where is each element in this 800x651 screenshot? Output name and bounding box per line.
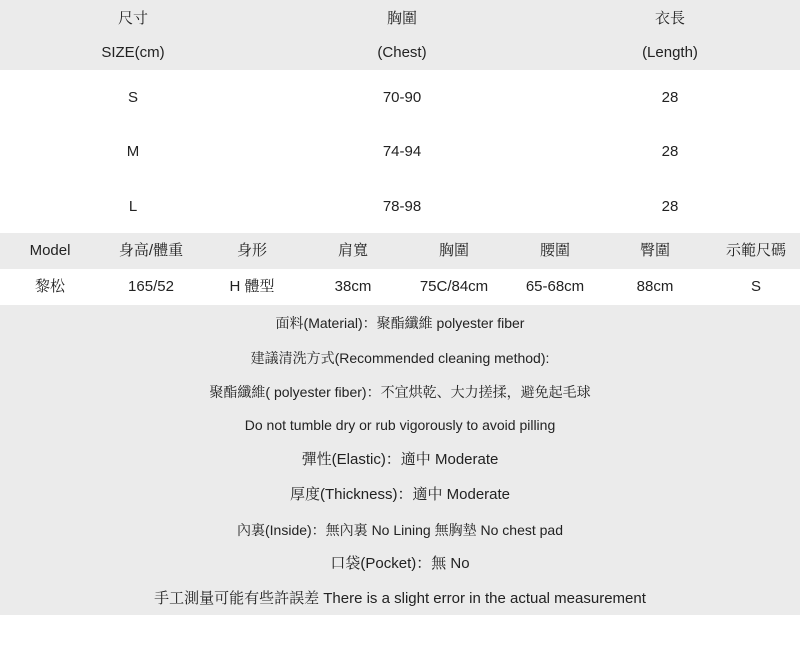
size-header-en: SIZE(cm) xyxy=(101,44,165,61)
model-table-header xyxy=(0,233,800,269)
cleaning-detail-note: 聚酯纖維( polyester fiber)：不宜烘乾、大力搓揉，避免起毛球 xyxy=(209,384,591,400)
measurement-error-note: 手工測量可能有些許誤差 There is a slight error in the actual measurement xyxy=(154,590,646,607)
length-header-zh: 衣長 xyxy=(654,10,686,27)
size-table-header xyxy=(0,0,800,70)
model-header-cell: 胸圍 xyxy=(438,242,470,259)
model-header-cell: 身高/體重 xyxy=(118,242,184,259)
model-cell: 88cm xyxy=(636,278,674,295)
product-notes xyxy=(0,305,800,615)
inside-note: 內裏(Inside)：無內裏 No Lining 無胸墊 No chest pad xyxy=(237,522,563,538)
model-cell: S xyxy=(750,278,762,295)
thickness-note: 厚度(Thickness)：適中 Moderate xyxy=(289,486,511,503)
model-header-cell: 臀圍 xyxy=(639,242,671,259)
cleaning-method-note: 建議清洗方式(Recommended cleaning method): xyxy=(250,350,550,366)
tumble-dry-note: Do not tumble dry or rub vigorously to avoid pilling xyxy=(244,417,556,433)
model-cell: 38cm xyxy=(334,278,372,295)
model-header-cell: 示範尺碼 xyxy=(725,242,787,259)
elastic-note: 彈性(Elastic)：適中 Moderate xyxy=(301,451,499,468)
pocket-note: 口袋(Pocket)：無 No xyxy=(330,555,470,572)
size-table-body xyxy=(0,70,800,233)
length-header-en: (Length) xyxy=(642,44,698,61)
chest-header-en: (Chest) xyxy=(377,44,427,61)
model-cell: 75C/84cm xyxy=(419,278,489,295)
length-cell: 28 xyxy=(661,143,679,160)
size-cell: M xyxy=(126,143,140,160)
model-header-cell: 身形 xyxy=(236,242,268,259)
chest-cell: 70-90 xyxy=(382,89,422,106)
model-header-cell: Model xyxy=(29,242,71,259)
table-row xyxy=(0,269,800,305)
size-cell: L xyxy=(128,198,138,215)
length-cell: 28 xyxy=(661,89,679,106)
chest-cell: 78-98 xyxy=(382,198,422,215)
material-note: 面料(Material)：聚酯纖維 polyester fiber xyxy=(275,315,525,331)
length-cell: 28 xyxy=(661,198,679,215)
size-header-zh: 尺寸 xyxy=(117,10,149,27)
model-header-cell: 肩寬 xyxy=(337,242,369,259)
model-header-cell: 腰圍 xyxy=(539,242,571,259)
size-cell: S xyxy=(127,89,139,106)
chest-cell: 74-94 xyxy=(382,143,422,160)
model-name-cell: 黎松 xyxy=(34,278,66,295)
chest-header-zh: 胸圍 xyxy=(386,10,418,27)
model-cell: H 體型 xyxy=(229,278,275,295)
model-cell: 65-68cm xyxy=(525,278,585,295)
model-cell: 165/52 xyxy=(128,278,174,295)
